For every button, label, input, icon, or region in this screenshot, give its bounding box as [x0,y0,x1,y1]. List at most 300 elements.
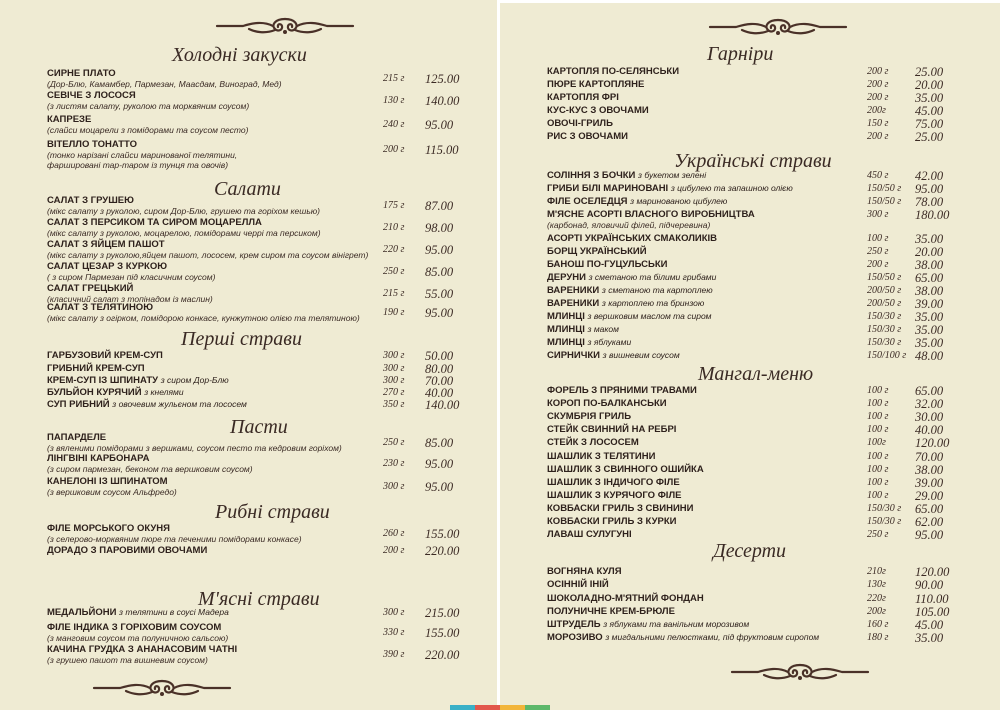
menu-item [500,298,1000,310]
section-heading: Мангал-меню [698,363,814,385]
item-name [547,272,716,283]
item-name [47,363,145,374]
item-weight: 300 г [867,209,889,220]
item-title: МОРОЗИВО [547,632,603,643]
item-name [547,246,647,257]
item-title: САЛАТ З ТЕЛЯТИНОЮ [47,302,153,313]
item-weight: 100г [867,437,886,448]
item-weight: 200 г [383,545,405,556]
section-heading: Гарніри [707,43,774,65]
item-name [547,464,704,475]
item-name [547,170,706,181]
item-title: ШАШЛИК З СВИННОГО ОШИЙКА [547,464,704,475]
item-price: 80.00 [425,362,454,376]
item-name [547,337,631,348]
item-name [547,424,676,435]
item-title: БАНОШ ПО-ГУЦУЛЬСЬКИ [547,259,668,270]
menu-item [0,363,497,375]
item-note: з цибулею та запашною олією [670,183,793,193]
item-title: ГАРБУЗОВИЙ КРЕМ-СУП [47,350,163,361]
item-title: МЕДАЛЬЙОНИ [47,607,117,618]
item-description: (слайси моцарели з помідорами та соусом песто) [47,125,249,135]
section-heading: М'ясні страви [198,588,320,610]
item-weight: 150/30 г [867,516,902,527]
item-weight: 150/30 г [867,324,902,335]
item-name [547,196,727,207]
menu-item [0,375,497,387]
item-price: 180.00 [915,208,950,222]
item-note: з сиром Дор-Блю [160,375,229,385]
item-title: МЛИНЦІ [547,337,585,348]
item-price: 95.00 [915,528,944,542]
menu-item [500,183,1000,195]
item-name [547,516,676,527]
item-weight: 100 г [867,464,889,475]
item-title: БОРЩ УКРАЇНСЬКИЙ [547,246,647,257]
item-title: КАРТОПЛЯ ПО-СЕЛЯНСЬКИ [547,66,680,77]
item-description: (тонко нарізані слайси маринованої телятини, [47,150,238,160]
item-price: 65.00 [915,384,944,398]
item-title: СИРНЕ ПЛАТО [47,68,116,79]
item-name [47,432,106,443]
item-title: СКУМБРІЯ ГРИЛЬ [547,411,632,422]
item-weight: 220 г [383,244,405,255]
item-weight: 215 г [383,73,405,84]
item-title: ШАШЛИК З КУРЯЧОГО ФІЛЕ [547,490,682,501]
item-price: 35.00 [915,631,944,645]
menu-item [500,385,1000,397]
item-weight: 150/50 г [867,196,902,207]
item-name [47,195,134,206]
menu-item [500,398,1000,410]
item-price: 120.00 [915,436,950,450]
item-weight: 150/30 г [867,337,902,348]
item-weight: 200 г [867,79,889,90]
item-description: (з листям салату, руколою та морквяним соусом) [47,101,250,111]
section-heading: Пасти [230,416,288,438]
menu-item [500,131,1000,143]
item-price: 38.00 [915,258,944,272]
item-weight: 100 г [867,233,889,244]
item-price: 155.00 [425,626,460,640]
item-description: фаршировані тар-таром із тунця та овочів) [47,160,229,170]
item-name [47,261,167,272]
menu-item [500,285,1000,297]
item-title: КОРОП ПО-БАЛКАНСЬКИ [547,398,667,409]
item-name [547,619,749,630]
item-price: 25.00 [915,65,944,79]
item-price: 98.00 [425,221,454,235]
item-name [547,385,697,396]
item-name [547,529,632,540]
item-note: з вишневим соусом [602,350,680,360]
item-title: ФІЛЕ ІНДИКА З ГОРІХОВИМ СОУСОМ [47,622,222,633]
item-title: ФОРЕЛЬ З ПРЯНИМИ ТРАВАМИ [547,385,697,396]
item-description: (з селерово-морквяним пюре та печеними помідорами конкасе) [47,534,302,544]
item-weight: 300 г [383,481,405,492]
item-name [47,239,165,250]
item-title: СОЛІННЯ З БОЧКИ [547,170,636,181]
item-title: ФІЛЕ ОСЕЛЕДЦЯ [547,196,628,207]
color-bar-segment [475,705,500,710]
item-description: (з грушею пашот та вишневим соусом) [47,655,208,665]
item-note: з сметаною та білими грибами [588,272,717,282]
item-price: 215.00 [425,606,460,620]
ornament-top [708,16,848,38]
item-price: 35.00 [915,310,944,324]
item-price: 20.00 [915,78,944,92]
section-heading: Салати [214,178,281,200]
item-price: 105.00 [915,605,950,619]
item-title: ШОКОЛАДНО-М'ЯТНИЙ ФОНДАН [547,593,704,604]
menu-item [500,619,1000,631]
item-title: ЛАВАШ СУЛУГУНІ [547,529,632,540]
item-description: (мікс салату з руколою,яйцем пашот, лососем, крем сиром та соусом вінігрет) [47,250,369,260]
item-weight: 150/100 г [867,350,907,361]
item-name [547,285,713,296]
item-price: 29.00 [915,489,944,503]
color-bar-segment [500,705,525,710]
item-description: (з вяленими помідорами з вершками, соусом песто та кедровим горіхом) [47,443,342,453]
item-note: з кнелями [144,387,184,397]
item-note: з овочевим жульєном та лососем [112,399,247,409]
item-description: (з сиром пармезан, беконом та вершковим соусом) [47,464,253,474]
item-weight: 250 г [383,266,405,277]
item-price: 95.00 [915,182,944,196]
item-weight: 100 г [867,424,889,435]
item-weight: 250 г [867,246,889,257]
item-price: 35.00 [915,323,944,337]
item-title: САЛАТ З ЯЙЦЕМ ПАШОТ [47,239,165,250]
menu-item [500,464,1000,476]
item-weight: 175 г [383,200,405,211]
item-name [547,131,628,142]
item-title: ВІТЕЛЛО ТОНАТТО [47,139,137,150]
item-weight: 100 г [867,490,889,501]
item-price: 75.00 [915,117,944,131]
item-name [547,298,704,309]
menu-item [500,118,1000,130]
item-price: 35.00 [915,91,944,105]
item-price: 65.00 [915,271,944,285]
item-price: 62.00 [915,515,944,529]
item-title: ОСІННІЙ ІНІЙ [547,579,609,590]
item-weight: 150/50 г [867,272,902,283]
item-name [47,283,133,294]
item-weight: 200г [867,606,886,617]
item-title: СТЕЙК З ЛОСОСЕМ [547,437,639,448]
item-weight: 150/30 г [867,503,902,514]
item-name [547,503,693,514]
menu-item [500,350,1000,362]
item-weight: 240 г [383,119,405,130]
menu-item [500,477,1000,489]
item-weight: 200/50 г [867,298,902,309]
item-weight: 200 г [867,131,889,142]
item-name [547,490,681,501]
menu-item [500,105,1000,117]
menu-item [500,424,1000,436]
item-price: 65.00 [915,502,944,516]
menu-item [500,272,1000,284]
item-weight: 100 г [867,411,889,422]
item-title: ШАШЛИК З ТЕЛЯТИНИ [547,451,656,462]
item-name [547,437,639,448]
item-weight: 230 г [383,458,405,469]
item-price: 90.00 [915,578,944,592]
menu-item [500,437,1000,449]
item-name [547,632,819,643]
item-name [47,68,116,79]
ornament-top [215,15,355,37]
item-weight: 330 г [383,627,405,638]
section-heading: Холодні закуски [172,44,307,66]
item-name [47,644,237,655]
menu-item [500,490,1000,502]
item-note: з яблуками та ванільним морозивом [603,619,750,629]
item-price: 155.00 [425,527,460,541]
item-name [547,259,668,270]
item-title: МЛИНЦІ [547,311,585,322]
item-title: АСОРТІ УКРАЇНСЬКИХ СМАКОЛИКІВ [547,233,718,244]
item-title: САЛАТ ГРЕЦЬКИЙ [47,283,134,294]
item-price: 125.00 [425,72,460,86]
item-name [547,579,609,590]
item-weight: 130г [867,579,886,590]
item-title: ПОЛУНИЧНЕ КРЕМ-БРЮЛЕ [547,606,675,617]
menu-item [500,593,1000,605]
item-description: (мікс салату з руколою, сиром Дор-Блю, грушею та горіхом кешью) [47,206,321,216]
item-weight: 200 г [867,92,889,103]
menu-item [0,399,497,411]
item-name [547,209,755,220]
item-name [47,622,221,633]
item-name [47,90,136,101]
item-description: (з манговим соусом та полуничною сальсою) [47,633,229,643]
item-price: 95.00 [425,457,454,471]
item-title: КАНЕЛОНІ ІЗ ШПИНАТОМ [47,476,168,487]
menu-item [0,387,497,399]
item-title: ВАРЕНИКИ [547,298,600,309]
item-title: САЛАТ ЦЕЗАР З КУРКОЮ [47,261,168,272]
item-name [547,183,793,194]
item-price: 38.00 [915,284,944,298]
item-title: САЛАТ З ПЕРСИКОМ ТА СИРОМ МОЦАРЕЛЛА [47,217,262,228]
section-heading: Десерти [713,540,787,562]
item-price: 78.00 [915,195,944,209]
item-name [47,476,168,487]
item-weight: 200/50 г [867,285,902,296]
item-description: (мікс салату з руколою, моцарелою, помідорами черрі та персиком) [47,228,321,238]
item-note: з вершковим маслом та сиром [587,311,712,321]
item-title: МЛИНЦІ [547,324,585,335]
item-title: БУЛЬЙОН КУРЯЧИЙ [47,387,142,398]
item-note: з букетом зелені [638,170,707,180]
menu-item [0,607,497,619]
item-price: 38.00 [915,463,944,477]
menu-item [0,545,497,557]
item-title: ФІЛЕ МОРСЬКОГО ОКУНЯ [47,523,170,534]
menu-item [500,170,1000,182]
item-price: 35.00 [915,232,944,246]
item-description: (з вершковим соусом Альфредо) [47,487,177,497]
item-weight: 215 г [383,288,405,299]
item-price: 85.00 [425,436,454,450]
item-price: 85.00 [425,265,454,279]
menu-item [500,516,1000,528]
item-price: 25.00 [915,130,944,144]
item-description: (Дор-Блю, Камамбер, Пармезан, Маасдам, Виноград, Мед) [47,79,282,89]
item-name [547,233,717,244]
item-name [47,302,153,313]
menu-item [500,259,1000,271]
item-name [547,350,680,361]
item-title: КОВБАСКИ ГРИЛЬ З СВИНИНИ [547,503,694,514]
item-weight: 250 г [383,437,405,448]
item-weight: 180 г [867,632,889,643]
item-weight: 100 г [867,477,889,488]
item-note: з сметаною та картоплею [601,285,713,295]
item-weight: 130 г [383,95,405,106]
item-description: (карбонад, яловичий філей, підчеревина) [547,220,711,230]
item-name [547,118,613,129]
item-weight: 220г [867,593,886,604]
menu-page-left [0,0,497,710]
item-title: ПЮРЕ КАРТОПЛЯНЕ [547,79,645,90]
menu-item [500,606,1000,618]
menu-item [500,566,1000,578]
item-title: ДЕРУНИ [547,272,586,283]
item-price: 120.00 [915,565,950,579]
item-weight: 200 г [867,66,889,77]
item-name [47,350,163,361]
item-weight: 150 г [867,118,889,129]
menu-item [500,66,1000,78]
item-title: КАПРЕЗЕ [47,114,92,125]
item-name [547,477,680,488]
item-name [547,311,712,322]
color-bar-segment [525,705,550,710]
item-title: КАРТОПЛЯ ФРІ [547,92,619,103]
item-name [47,217,262,228]
menu-item [500,503,1000,515]
item-price: 45.00 [915,104,944,118]
item-name [47,523,170,534]
item-price: 50.00 [425,349,454,363]
item-note: з картоплею та бринзою [601,298,705,308]
item-title: ВОГНЯНА КУЛЯ [547,566,622,577]
item-price: 35.00 [915,336,944,350]
item-weight: 200 г [867,259,889,270]
section-heading: Перші страви [181,328,302,350]
menu-item [500,311,1000,323]
item-title: ДОРАДО З ПАРОВИМИ ОВОЧАМИ [47,545,208,556]
item-name [47,453,150,464]
item-price: 95.00 [425,243,454,257]
menu-page-right [500,3,1000,710]
item-weight: 210 г [383,222,405,233]
section-heading: Українські страви [674,150,832,172]
item-weight: 100 г [867,451,889,462]
item-name [547,105,649,116]
item-weight: 450 г [867,170,889,181]
item-price: 40.00 [425,386,454,400]
item-weight: 300 г [383,607,405,618]
item-weight: 200г [867,105,886,116]
item-title: КУС-КУС З ОВОЧАМИ [547,105,649,116]
item-name [547,566,622,577]
item-title: ОВОЧІ-ГРИЛЬ [547,118,613,129]
item-title: ПАПАРДЕЛЕ [47,432,107,443]
item-price: 40.00 [915,423,944,437]
item-name [47,399,247,410]
item-price: 20.00 [915,245,944,259]
menu-item [500,451,1000,463]
item-name [547,92,619,103]
menu-item [500,579,1000,591]
item-weight: 250 г [867,529,889,540]
item-note: з яблуками [587,337,632,347]
menu-item [500,324,1000,336]
item-title: М'ЯСНЕ АСОРТІ ВЛАСНОГО ВИРОБНИЦТВА [547,209,755,220]
item-name [47,545,207,556]
item-price: 32.00 [915,397,944,411]
item-name [47,375,229,386]
item-weight: 100 г [867,385,889,396]
color-bar-segment [450,705,475,710]
item-name [547,606,675,617]
item-title: СЕВІЧЕ З ЛОСОСЯ [47,90,136,101]
menu-item [500,337,1000,349]
item-note: з телятини в соусі Мадера [119,607,229,617]
item-weight: 210г [867,566,886,577]
item-weight: 300 г [383,350,405,361]
item-price: 140.00 [425,94,460,108]
item-price: 95.00 [425,306,454,320]
menu-item [500,632,1000,644]
item-weight: 150/50 г [867,183,902,194]
item-name [47,139,137,150]
section-heading: Рибні страви [215,501,330,523]
item-price: 110.00 [915,592,949,606]
item-price: 70.00 [915,450,944,464]
item-weight: 190 г [383,307,405,318]
item-name [547,451,655,462]
item-weight: 300 г [383,375,405,386]
menu-item [500,92,1000,104]
item-price: 48.00 [915,349,944,363]
item-name [547,411,631,422]
menu-item [500,246,1000,258]
item-title: СИРНИЧКИ [547,350,601,361]
item-price: 39.00 [915,297,944,311]
item-title: САЛАТ З ГРУШЕЮ [47,195,134,206]
menu-item [500,411,1000,423]
item-name [547,398,667,409]
menu-item [500,79,1000,91]
item-price: 45.00 [915,618,944,632]
item-weight: 150/30 г [867,311,902,322]
ornament-bottom [92,677,232,699]
item-title: КРЕМ-СУП ІЗ ШПИНАТУ [47,375,159,386]
item-note: з маком [587,324,619,334]
item-name [47,387,184,398]
item-name [547,79,644,90]
item-weight: 160 г [867,619,889,630]
item-price: 55.00 [425,287,454,301]
item-title: ШТРУДЕЛЬ [547,619,601,630]
item-weight: 270 г [383,387,405,398]
